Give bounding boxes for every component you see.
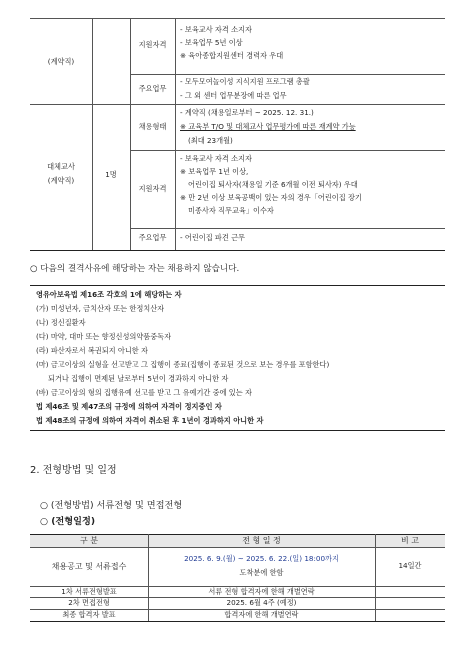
- employ-line-3: (최대 23개월): [188, 136, 233, 145]
- table-row-3-stage: 2차 면접전형: [68, 598, 110, 607]
- disqual-intro: ○ 다음의 결격사유에 해당하는 자는 채용하지 않습니다.: [30, 264, 240, 274]
- table-row-4-schedule: 합격자에 한해 개별연락: [224, 610, 299, 619]
- substitute-category-line-1: 대체교사: [47, 162, 75, 171]
- disqual-line-4: (다) 마약, 대마 또는 향정신성의약품중독자: [36, 332, 172, 341]
- disqual-line-9: 법 제46조 및 제47조의 규정에 의하여 자격이 정지중인 자: [36, 402, 222, 411]
- header-schedule: 전 형 일 정: [242, 536, 281, 545]
- contract-qual-line-3: ※ 육아종합지원센터 경력자 우대: [180, 51, 284, 60]
- disqual-line-1: 영유아보육법 제16조 각호의 1에 해당하는 자: [36, 290, 182, 299]
- substitute-count: 1명: [105, 170, 117, 179]
- selection-method: ○ (전형방법) 서류전형 및 면접전형: [40, 500, 183, 511]
- contract-duty-line-1: - 모두모여놀이성 지식지원 프로그램 총괄: [180, 77, 310, 86]
- table-row-1-schedule-line-2: 도착분에 한함: [239, 568, 284, 577]
- employ-line-2: ※ 교육부 T/O 및 대체교사 업무평가에 따른 재계약 가능: [180, 122, 356, 131]
- disqual-line-2: (가) 미성년자, 금치산자 또는 한정치산자: [36, 304, 165, 313]
- disqual-line-5: (라) 파산자로서 복권되지 아니한 자: [36, 346, 148, 355]
- table-row-3-schedule: 2025. 6월 4주 (예정): [226, 598, 297, 607]
- contract-qual-line-2: - 보육업무 5년 이상: [180, 38, 243, 47]
- disqual-line-6: (마) 금고이상의 실형을 선고받고 그 집행이 종료(집행이 종료된 것으로 보는 경우를 포함한다): [36, 360, 330, 369]
- header-note: 비 고: [401, 536, 419, 545]
- contract-duty-line-2: - 그 외 센터 업무분장에 따른 업무: [180, 91, 287, 100]
- header-stage: 구 분: [80, 536, 98, 545]
- disqual-line-3: (나) 정신질환자: [36, 318, 86, 327]
- contract-duty-label: 주요업무: [138, 84, 167, 93]
- disqual-line-8: (바) 금고이상의 형의 집행유예 선고를 받고 그 유예기간 중에 있는 자: [36, 388, 252, 397]
- table-row-2-schedule: 서류 전형 합격자에 한해 개별연락: [208, 587, 315, 596]
- employ-label: 채용형태: [138, 122, 167, 131]
- contract-qual-line-1: - 보육교사 자격 소지자: [180, 25, 252, 34]
- substitute-duty-line-1: - 어린이집 파견 근무: [180, 233, 245, 242]
- employ-line-1: - 계약직 (채용일로부터 ~ 2025. 12. 31.): [180, 108, 314, 117]
- table-row-2-stage: 1차 서류전형발표: [61, 587, 117, 596]
- section2-heading: 2. 전형방법 및 일정: [30, 465, 117, 476]
- table-row-1-schedule-line-1: 2025. 6. 9.(월) ~ 2025. 6. 22.(일) 18:00까지: [184, 554, 339, 563]
- table-row-4-stage: 최종 합격자 발표: [62, 610, 116, 619]
- substitute-qual-line-5: 미종사자 직무교육」이수자: [188, 206, 274, 215]
- contract-category: (계약직): [47, 57, 75, 66]
- substitute-qual-label: 지원자격: [138, 184, 167, 193]
- disqual-line-10: 법 제48조의 규정에 의하여 자격이 취소된 후 1년이 경과하지 아니한 자: [36, 416, 264, 425]
- substitute-qual-line-3: 어린이집 퇴사자(채용일 기준 6개월 이전 퇴사자) 우대: [188, 180, 358, 189]
- table-row-1-stage: 채용공고 및 서류접수: [51, 562, 127, 571]
- schedule-label: ○ (전형일정): [40, 516, 96, 527]
- table-row-1-note: 14일간: [398, 561, 422, 570]
- substitute-qual-line-2: ※ 보육업무 1년 이상,: [180, 167, 249, 176]
- substitute-category-line-2: (계약직): [47, 176, 75, 185]
- substitute-qual-line-4: ※ 만 2년 이상 보육공백이 있는 자의 경우「어린이집 장기: [180, 193, 362, 202]
- substitute-duty-label: 주요업무: [138, 233, 167, 242]
- disqual-line-7: 되거나 집행이 면제된 날로부터 5년이 경과하지 아니한 자: [48, 374, 229, 383]
- contract-qual-label: 지원자격: [138, 40, 167, 49]
- substitute-qual-line-1: - 보육교사 자격 소지자: [180, 154, 252, 163]
